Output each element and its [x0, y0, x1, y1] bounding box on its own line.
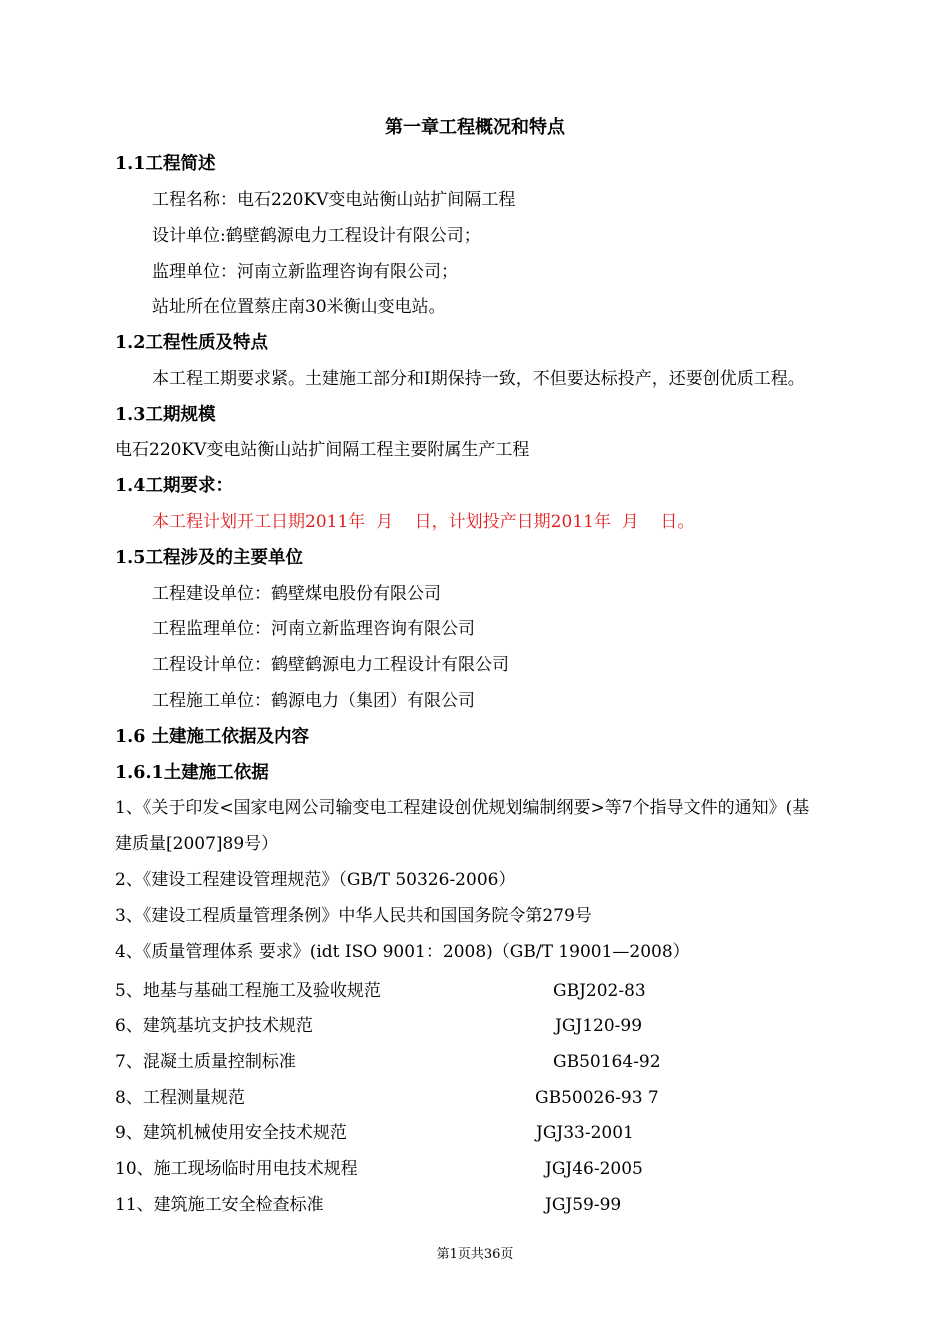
- project-supervision-unit: 工程监理单位：河南立新监理咨询有限公司: [152, 619, 475, 639]
- basis-item-5-code: GBJ202-83: [553, 981, 646, 1001]
- site-location: 站址所在位置蔡庄南30米衡山变电站。: [152, 297, 446, 317]
- basis-item-1-line2: 建质量[2007]89号）: [115, 834, 279, 854]
- basis-item-8: 8、工程测量规范: [115, 1088, 245, 1108]
- project-design-unit: 工程设计单位：鹤壁鹤源电力工程设计有限公司: [152, 655, 509, 675]
- basis-item-2: 2、《建设工程建设管理规范》（GB/T 50326-2006）: [115, 870, 516, 890]
- basis-item-10-code: JGJ46-2005: [545, 1159, 643, 1179]
- basis-item-7: 7、混凝土质量控制标准: [115, 1052, 296, 1072]
- section-1-4-heading: 1.4工期要求：: [115, 476, 233, 496]
- supervision-unit: 监理单位：河南立新监理咨询有限公司；: [152, 262, 458, 282]
- basis-item-9: 9、建筑机械使用安全技术规范: [115, 1123, 347, 1143]
- basis-item-5: 5、地基与基础工程施工及验收规范: [115, 981, 381, 1001]
- owner-unit: 工程建设单位：鹤壁煤电股份有限公司: [152, 584, 441, 604]
- basis-item-11: 11、建筑施工安全检查标准: [115, 1195, 324, 1215]
- basis-item-11-code: JGJ59-99: [545, 1195, 622, 1215]
- basis-item-4: 4、《质量管理体系 要求》(idt ISO 9001：2008)（GB/T 19001—2008）: [115, 942, 690, 962]
- section-1-5-heading: 1.5工程涉及的主要单位: [115, 548, 303, 568]
- basis-item-6: 6、建筑基坑支护技术规范: [115, 1016, 313, 1036]
- design-unit: 设计单位:鹤壁鹤源电力工程设计有限公司；: [152, 226, 481, 246]
- construction-unit: 工程施工单位：鹤源电力（集团）有限公司: [152, 691, 475, 711]
- section-1-2-heading: 1.2工程性质及特点: [115, 333, 268, 353]
- schedule-requirement: 本工程计划开工日期2011年 月 日，计划投产日期2011年 月 日。: [152, 512, 695, 532]
- section-1-3-heading: 1.3工期规模: [115, 405, 216, 425]
- basis-item-9-code: JGJ33-2001: [536, 1123, 634, 1143]
- basis-item-6-code: JGJ120-99: [555, 1016, 643, 1036]
- section-1-1-heading: 1.1工程简述: [115, 154, 216, 174]
- basis-item-3: 3、《建设工程质量管理条例》中华人民共和国国务院令第279号: [115, 906, 592, 926]
- section-1-6-1-heading: 1.6.1土建施工依据: [115, 763, 269, 783]
- project-name: 工程名称：电石220KV变电站衡山站扩间隔工程: [152, 190, 516, 210]
- basis-item-8-code: GB50026-93 7: [535, 1088, 659, 1108]
- basis-item-10: 10、施工现场临时用电技术规程: [115, 1159, 358, 1179]
- section-1-3-text: 电石220KV变电站衡山站扩间隔工程主要附属生产工程: [115, 440, 530, 460]
- section-1-6-heading: 1.6 土建施工依据及内容: [115, 727, 310, 747]
- basis-item-7-code: GB50164-92: [553, 1052, 661, 1072]
- basis-item-1-line1: 1、《关于印发<国家电网公司输变电工程建设创优规划编制纲要>等7个指导文件的通知》(基: [115, 798, 810, 818]
- page-footer: 第1页共36页: [436, 1247, 514, 1262]
- chapter-title: 第一章工程概况和特点: [385, 117, 565, 138]
- section-1-2-text: 本工程工期要求紧。土建施工部分和Ⅰ期保持一致，不但要达标投产，还要创优质工程。: [152, 369, 805, 389]
